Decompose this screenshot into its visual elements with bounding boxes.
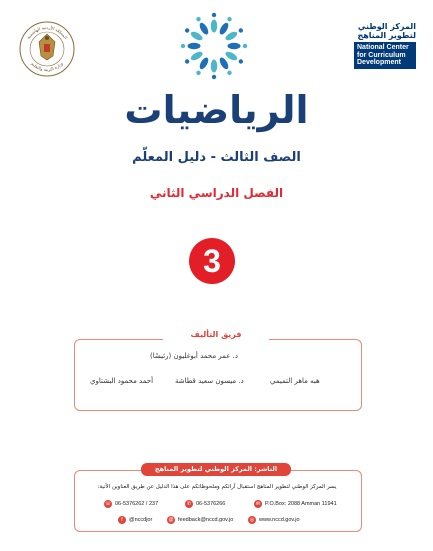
ncc-arabic-line2: لتطوير المناهج (357, 31, 416, 40)
phone-icon: ✆ (186, 501, 192, 507)
crest-text-top: المملكة الأردنية الهاشمية (25, 24, 69, 40)
flower-dot (185, 59, 189, 63)
ncc-arabic-line1: المركز الوطني (357, 22, 416, 31)
fax-icon: ☏ (104, 501, 112, 507)
flower-petal (189, 50, 203, 62)
flower-petal (198, 21, 210, 35)
flower-petal (198, 56, 210, 70)
flower-dot (185, 28, 189, 32)
flower-dot (212, 13, 216, 17)
email-icon: @ (168, 517, 174, 523)
email-contact[interactable] (167, 516, 233, 524)
curriculum-flower-logo (180, 12, 248, 80)
email-address[interactable]: feedback@nccd.gov.jo (178, 517, 234, 523)
book-title: الرياضيات (124, 88, 309, 132)
flower-petal (188, 43, 201, 49)
flower-dot (227, 71, 231, 75)
flower-petal (218, 21, 230, 35)
flower-petal (211, 20, 217, 33)
flower-dot (243, 44, 247, 48)
authors-heading: فريق التأليف (163, 327, 269, 343)
pobox-address: P.O.Box: 2088 Amman 11941 (265, 501, 337, 507)
website-url[interactable]: www.nccd.gov.jo (259, 517, 300, 523)
semester-label: الفصل الدراسي الثاني (149, 186, 284, 200)
flower-dot (227, 17, 231, 21)
flower-petal (189, 30, 203, 42)
publisher-heading: الناشر: المركز الوطني لتطوير المناهج (141, 463, 291, 476)
flower-dot (239, 28, 243, 32)
mail-icon: ✉ (255, 501, 261, 507)
flower-petal (224, 30, 238, 42)
social-handle[interactable]: @nccdjor (129, 517, 153, 523)
phone-number: 06-5376266 (196, 501, 226, 507)
social-contact[interactable] (118, 516, 152, 524)
author-lead: د. عمر محمد أبوغليون (رئيسًا) (150, 352, 238, 360)
pobox-contact (254, 500, 337, 508)
ncc-logo (354, 22, 416, 76)
social-icon: f (118, 516, 126, 524)
flower-dot (196, 71, 200, 75)
authors-box (74, 339, 362, 411)
fax-number: 06-5376262 / 237 (115, 501, 159, 507)
flower-petal (218, 56, 230, 70)
flower-petal (228, 43, 241, 49)
book-subtitle: الصف الثالث - دليل المعلّم (132, 150, 301, 165)
flower-petal (224, 50, 238, 62)
author-member-3: أحمد محمود البشتاوي (90, 377, 154, 385)
publisher-note: يسر المركز الوطني لتطوير المناهج استقبال آرائكم وملحوظاتكم على هذا الدليل عن طريق العناوين الآتية: (97, 484, 337, 490)
author-member-2: د. ميسون سعيد قطاشة (175, 377, 244, 385)
ncc-english-block (354, 42, 416, 69)
ncc-english-line1: National Center (357, 44, 409, 51)
flower-petal (211, 60, 217, 73)
ncc-english-line3: Development (357, 59, 401, 66)
jordan-crest-logo (18, 20, 76, 78)
flower-dot (196, 17, 200, 21)
globe-icon: ◎ (249, 517, 255, 523)
grade-badge: 3 (189, 238, 235, 284)
svg-text:وزارة التربية والتعليم (30, 61, 63, 72)
author-member-1: هبه ماهر التميمي (270, 377, 320, 385)
fax-contact (104, 500, 158, 508)
flower-dot (212, 75, 216, 79)
phone-contact (185, 500, 225, 508)
flower-dot (239, 59, 243, 63)
website-contact[interactable] (248, 516, 300, 524)
crest-text-bottom: وزارة التربية والتعليم (30, 60, 64, 73)
ncc-english-line2: for Curriculum (357, 51, 406, 59)
flower-dot (181, 44, 185, 48)
